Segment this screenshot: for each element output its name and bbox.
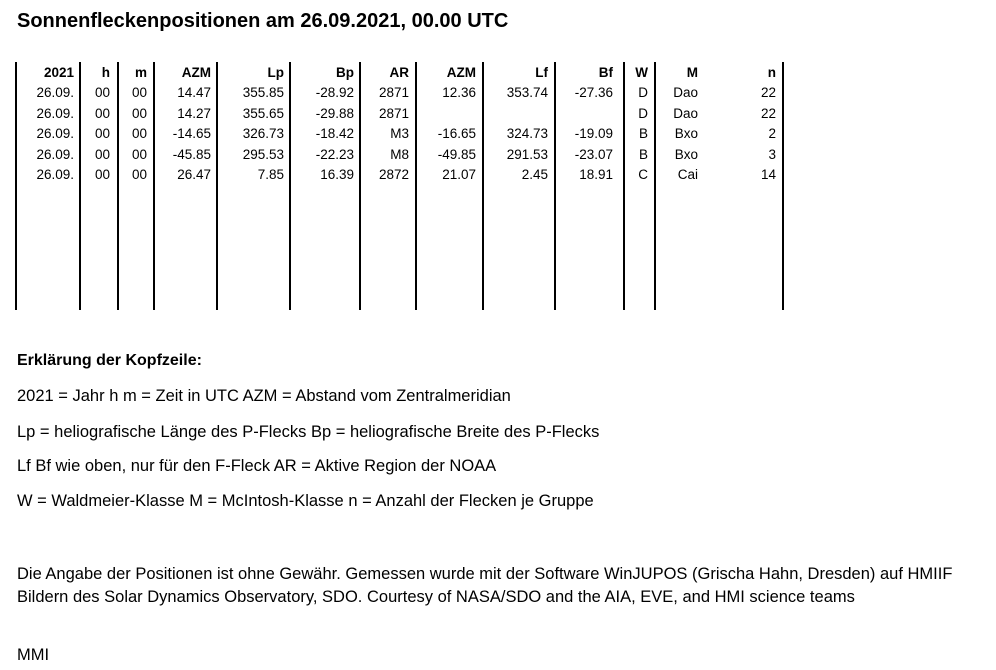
table-cell: Bxo <box>674 146 698 162</box>
table-cell: 2871 <box>378 105 409 121</box>
disclaimer-text: Die Angabe der Positionen ist ohne Gewähr. Gemessen wurde mit der Software WinJUPOS (Grischa Hahn, Dresden) auf HMIIF Bildern des Solar Dynamics Observatory, SDO. Courtesy of NASA/SDO and the AIA, EVE, and HMI science teams <box>17 565 953 606</box>
column-divider <box>79 62 81 310</box>
column-header: Lp <box>267 65 284 80</box>
table-cell: 12.36 <box>442 85 476 100</box>
column-header: Bp <box>336 65 354 80</box>
table-cell: 26.09. <box>36 85 74 100</box>
signature: MMI <box>17 646 50 664</box>
column-divider <box>415 62 417 310</box>
explanation-line: W = Waldmeier-Klasse M = McIntosh-Klasse n = Anzahl der Flecken je Gruppe <box>17 492 594 510</box>
table-cell: B <box>638 146 648 162</box>
column-header: Lf <box>535 65 548 80</box>
column-header: n <box>767 65 776 80</box>
table-cell: 14.27 <box>177 105 211 121</box>
table-cell: 00 <box>131 105 147 121</box>
table-cell: 14.47 <box>177 85 211 100</box>
table-cell: B <box>638 126 648 141</box>
column-divider <box>554 62 556 310</box>
column-header: 2021 <box>43 65 74 80</box>
table-cell: 355.85 <box>242 85 284 100</box>
table-cell: 26.09. <box>36 105 74 121</box>
column-divider <box>15 62 17 310</box>
table-cell: -23.07 <box>574 146 613 162</box>
table-cell: 22 <box>760 85 776 100</box>
column-divider <box>216 62 218 310</box>
table-cell: -16.65 <box>437 126 476 141</box>
table-cell: 00 <box>131 146 147 162</box>
table-cell: D <box>638 85 648 100</box>
table-cell: 353.74 <box>506 85 548 100</box>
column-divider <box>782 62 784 310</box>
column-header: AZM <box>446 65 476 80</box>
table-cell: 16.39 <box>320 167 354 182</box>
table-cell: 00 <box>94 105 110 121</box>
column-divider <box>289 62 291 310</box>
table-cell: -18.42 <box>315 126 354 141</box>
table-cell: 26.09. <box>36 146 74 162</box>
table-cell: 291.53 <box>506 146 548 162</box>
column-header: h <box>101 65 110 80</box>
column-divider <box>654 62 656 310</box>
table-cell: M8 <box>390 146 409 162</box>
table-cell: 14 <box>760 167 776 182</box>
table-cell: Dao <box>673 85 698 100</box>
table-cell: -45.85 <box>172 146 211 162</box>
table-cell: Bxo <box>674 126 698 141</box>
table-cell: 26.09. <box>36 167 74 182</box>
table-cell: -22.23 <box>315 146 354 162</box>
table-cell: 00 <box>131 167 147 182</box>
table-cell: 21.07 <box>442 167 476 182</box>
table-cell: 2.45 <box>521 167 548 182</box>
column-divider <box>153 62 155 310</box>
explanation-line: Lf Bf wie oben, nur für den F-Fleck AR = Aktive Region der NOAA <box>17 457 497 475</box>
table-cell: 00 <box>94 85 110 100</box>
table-cell: 26.09. <box>36 126 74 141</box>
table-cell: -49.85 <box>437 146 476 162</box>
column-header: Bf <box>598 65 613 80</box>
table-cell: Dao <box>673 105 698 121</box>
table-cell: 3 <box>768 146 776 162</box>
table-cell: 2872 <box>378 167 409 182</box>
table-cell: 26.47 <box>177 167 211 182</box>
table-cell: D <box>638 105 648 121</box>
table-cell: 00 <box>94 167 110 182</box>
table-cell: -14.65 <box>172 126 211 141</box>
table-cell: -28.92 <box>315 85 354 100</box>
table-cell: 00 <box>94 146 110 162</box>
column-header: AZM <box>181 65 211 80</box>
table-cell: -27.36 <box>574 85 613 100</box>
column-header: W <box>635 65 648 80</box>
table-cell: 2 <box>768 126 776 141</box>
column-divider <box>623 62 625 310</box>
sunspot-table <box>0 0 996 320</box>
table-cell: Cai <box>677 167 698 182</box>
table-cell: 00 <box>131 126 147 141</box>
explanation-line: 2021 = Jahr h m = Zeit in UTC AZM = Abstand vom Zentralmeridian <box>17 387 511 405</box>
table-cell: -19.09 <box>574 126 613 141</box>
table-cell: 355.65 <box>242 105 284 121</box>
table-cell: 22 <box>760 105 776 121</box>
table-cell: 326.73 <box>242 126 284 141</box>
table-cell: 2871 <box>378 85 409 100</box>
table-cell: -29.88 <box>315 105 354 121</box>
column-header: M <box>686 65 698 80</box>
column-divider <box>117 62 119 310</box>
column-divider <box>359 62 361 310</box>
column-header: m <box>134 65 147 80</box>
table-cell: C <box>638 167 648 182</box>
table-cell: 00 <box>131 85 147 100</box>
explanation-line: Lp = heliografische Länge des P-Flecks Bp = heliografische Breite des P-Flecks <box>17 423 600 441</box>
table-cell: M3 <box>390 126 409 141</box>
table-cell: 18.91 <box>579 167 613 182</box>
column-header: AR <box>389 65 409 80</box>
page-title: Sonnenfleckenpositionen am 26.09.2021, 00.00 UTC <box>17 10 509 32</box>
table-cell: 295.53 <box>242 146 284 162</box>
table-cell: 324.73 <box>506 126 548 141</box>
table-cell: 00 <box>94 126 110 141</box>
explanation-title: Erklärung der Kopfzeile: <box>17 352 202 369</box>
table-cell: 7.85 <box>257 167 284 182</box>
column-divider <box>482 62 484 310</box>
